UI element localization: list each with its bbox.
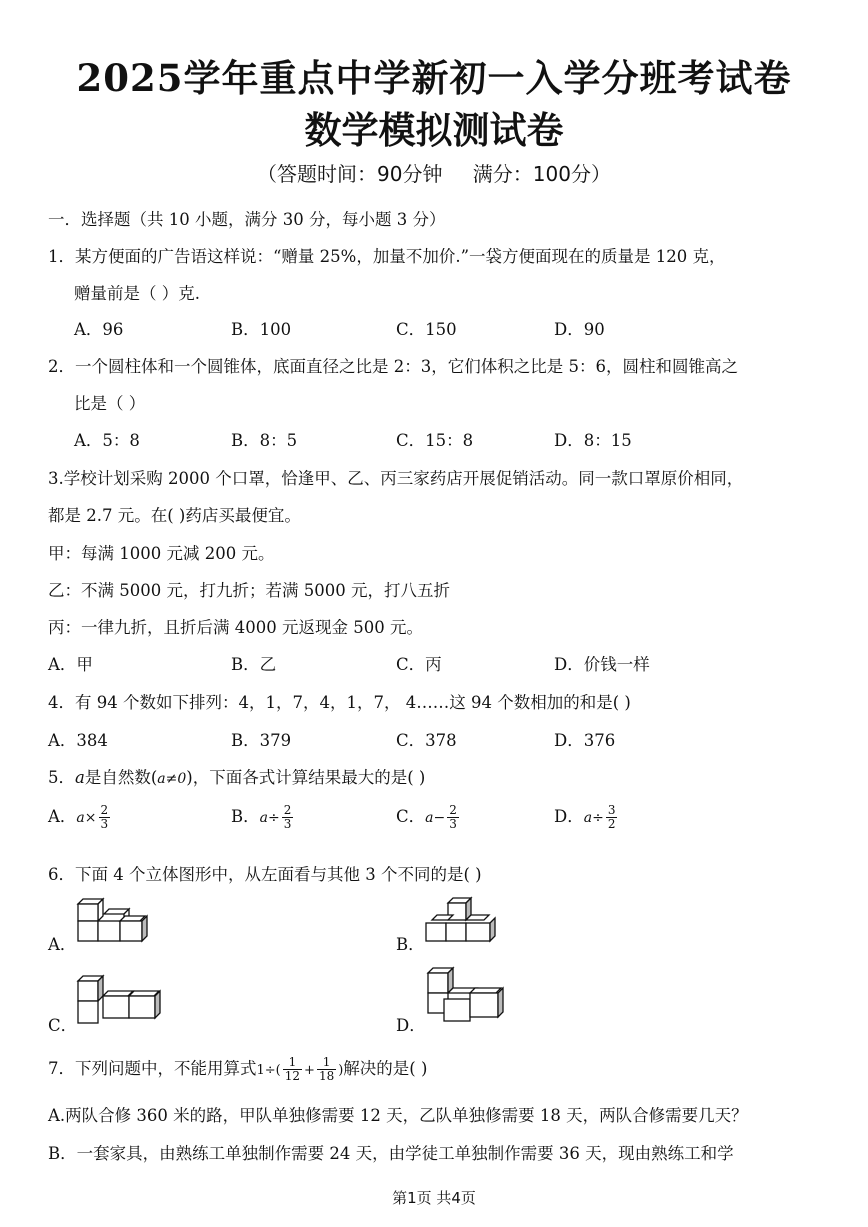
q6-label-b: B．: [396, 935, 425, 954]
q1-line1: 1．某方便面的广告语这样说：“赠量 25%，加量不加价.”一袋方便面现在的质量是 120 克，: [48, 247, 726, 266]
q4-option-d: D．376: [554, 731, 616, 750]
q1-option-c: C．150: [396, 320, 457, 339]
q6-figure-b-cubes: [422, 893, 502, 945]
q5-option-d: D．a÷ $\frac{3}{2}$: [554, 803, 616, 831]
q5-option-a: A．a× $\frac{2}{3}$: [48, 803, 109, 831]
exam-title-line2: 数学模拟测试卷: [304, 108, 564, 152]
q7-expr-a: 1÷(: [256, 1063, 281, 1078]
q7-option-a: A.两队合修 360 米的路，甲队单独修需要 12 天，乙队单独修需要 18 天，两队合修需要几天？: [48, 1106, 748, 1125]
q3-line2: 都是 2.7 元。在( )药店买最便宜。: [48, 506, 301, 525]
q6-label-c: C．: [48, 1016, 78, 1035]
q3-option-d: D．价钱一样: [554, 655, 650, 674]
fraction: $\frac{1}{18}$: [318, 1055, 335, 1083]
q3-line1: 3.学校计划采购 2000 个口罩，恰逢甲、乙、丙三家药店开展促销活动。同一款口罩原价相同，: [48, 469, 744, 488]
q5-line1: [48, 764, 425, 788]
q5-text-b: )，下面各式计算结果最大的是( ): [186, 768, 426, 787]
q4-line1: 4．有 94 个数如下排列：4，1，7，4，1，7， 4……这 94 个数相加的和是( ): [48, 693, 631, 712]
q6-label-d: D．: [396, 1016, 426, 1035]
q4-option-b: B．379: [231, 731, 292, 750]
q6-line1: 6．下面 4 个立体图形中，从左面看与其他 3 个不同的是( ): [48, 865, 482, 884]
q6-figure-c-cubes: [74, 973, 164, 1027]
q1-line2: 赠量前是（ ）克.: [74, 284, 200, 303]
q6-figure-d-cubes: [422, 963, 512, 1027]
q7-line1: 7．下列问题中，不能用算式1÷( $\frac{1}{12}$ + $\frac{1}{18}$ )解决的是( ): [48, 1055, 428, 1083]
fraction: $\frac{2}{3}$: [100, 803, 109, 831]
q1-option-a: A．96: [74, 320, 124, 339]
q6-figure-a-cubes: [74, 896, 154, 946]
page-footer: 第1页 共4页: [392, 1189, 476, 1207]
fraction: $\frac{2}{3}$: [283, 803, 292, 831]
q2-line2: 比是（ ）: [74, 394, 146, 413]
q1-option-d: D．90: [554, 320, 605, 339]
q2-option-c: C．15：8: [396, 431, 474, 450]
q3-option-c: C．丙: [396, 655, 442, 674]
q3-option-b: B．乙: [231, 655, 277, 674]
q3-line4: 乙：不满 5000 元，打九折；若满 5000 元，打八五折: [48, 581, 450, 600]
q2-option-a: A．5：8: [74, 431, 140, 450]
q6-label-a: A．: [48, 935, 77, 954]
q5-variable: a: [75, 768, 85, 787]
q3-line3: 甲：每满 1000 元减 200 元。: [48, 544, 275, 563]
q2-line1: 2．一个圆柱体和一个圆锥体，底面直径之比是 2：3，它们体积之比是 5：6，圆柱和圆锥高之: [48, 357, 738, 376]
q7-text-a: 7．下列问题中，不能用算式: [48, 1059, 257, 1078]
q5-option-c: C．a− $\frac{2}{3}$: [396, 803, 457, 831]
fraction: $\frac{3}{2}$: [607, 803, 616, 831]
exam-subtitle: （答题时间：90分钟 满分：100分）: [257, 162, 611, 186]
q5-condition: a≠0: [157, 771, 187, 787]
q4-option-a: A．384: [48, 731, 108, 750]
q4-option-c: C．378: [396, 731, 457, 750]
q7-text-b: 解决的是( ): [343, 1059, 428, 1078]
q1-option-b: B．100: [231, 320, 292, 339]
exam-title-line1: 2025学年重点中学新初一入学分班考试卷: [76, 56, 792, 100]
q2-option-d: D．8：15: [554, 431, 632, 450]
q3-option-a: A．甲: [48, 655, 93, 674]
q5-number: 5．: [48, 768, 75, 787]
q5-option-b: B．a÷ $\frac{2}{3}$: [231, 803, 292, 831]
fraction: $\frac{2}{3}$: [449, 803, 457, 831]
q3-line5: 丙：一律九折，且折后满 4000 元返现金 500 元。: [48, 618, 423, 637]
q2-option-b: B．8：5: [231, 431, 298, 450]
fraction: $\frac{1}{12}$: [284, 1055, 301, 1083]
section-heading: 一．选择题（共 10 小题，满分 30 分，每小题 3 分）: [48, 210, 446, 229]
q7-option-b: B．一套家具，由熟练工单独制作需要 24 天，由学徒工单独制作需要 36 天，现由熟练工和学: [48, 1144, 734, 1163]
q5-text-a: 是自然数(: [84, 768, 158, 787]
